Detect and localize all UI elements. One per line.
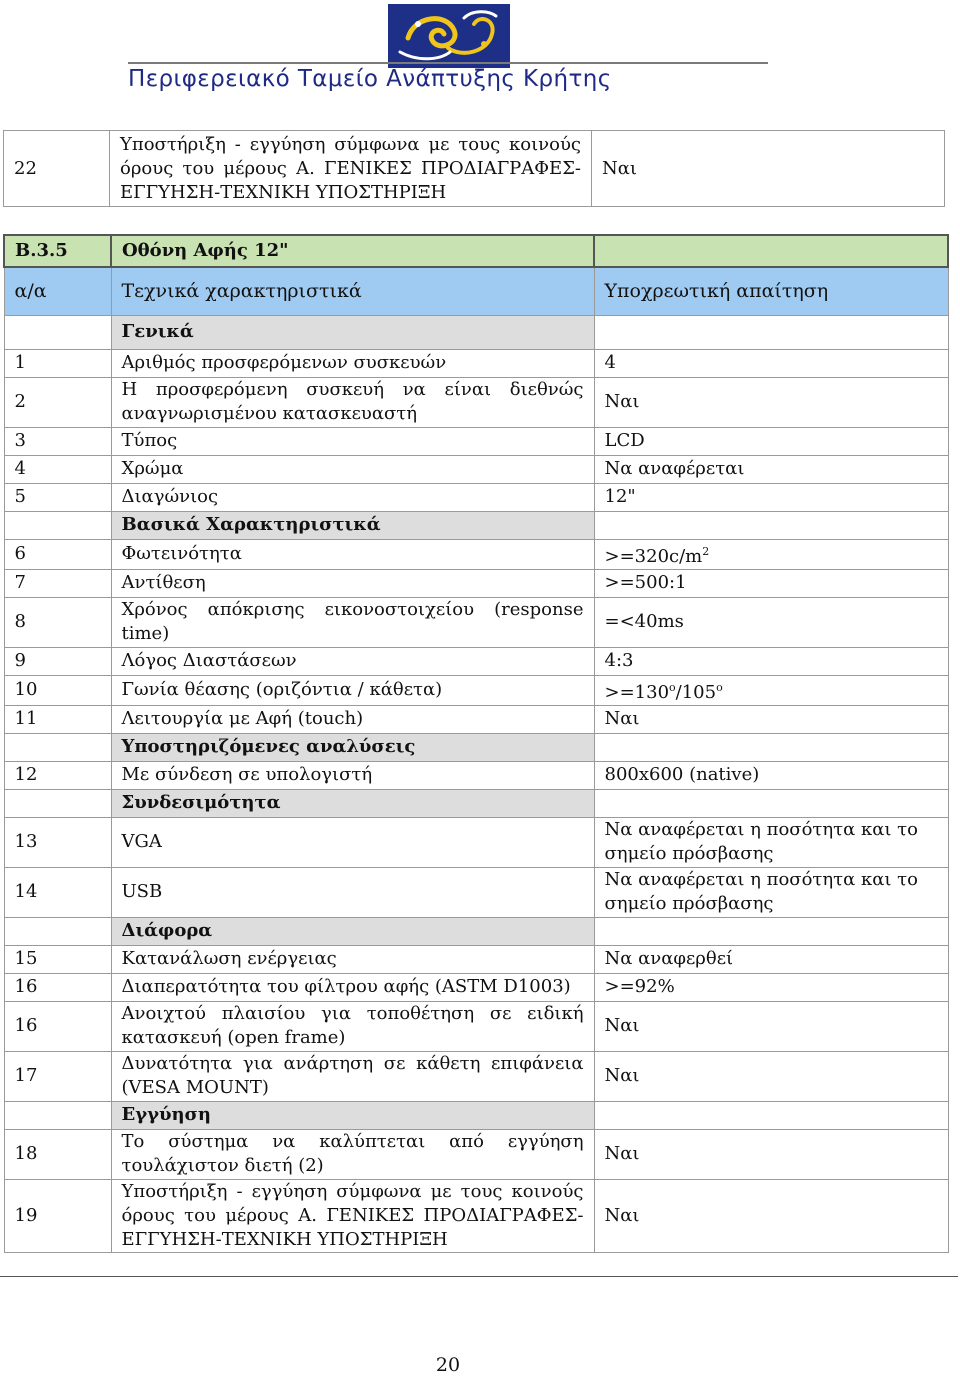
requirement-text: LCD — [604, 430, 645, 451]
section-empty-cell — [594, 1101, 948, 1129]
row-requirement — [594, 377, 948, 427]
row-requirement — [594, 705, 948, 733]
section-title: Υποστηριζόμενες αναλύσεις — [111, 733, 594, 761]
col-header-requirement: Υποχρεωτική απαίτηση — [594, 267, 948, 315]
row-description: Γωνία θέασης (οριζόντια / κάθετα) — [111, 675, 594, 705]
table-row — [4, 817, 948, 867]
requirement-text: Να αναφέρεται — [604, 458, 745, 479]
spec-table — [3, 234, 949, 1253]
section-empty-cell — [4, 917, 111, 945]
table-row — [4, 1179, 948, 1252]
requirement-text: >=130 — [604, 681, 670, 703]
section-header-row — [4, 789, 948, 817]
table-row — [4, 1129, 948, 1179]
requirement-text: 800x600 (native) — [604, 764, 760, 785]
row-number: 16 — [4, 973, 111, 1001]
requirement-text: >=500:1 — [604, 572, 687, 593]
row-description: Αριθμός προσφερόμενων συσκευών — [111, 349, 594, 377]
row-number: 19 — [4, 1179, 111, 1252]
row-number: 7 — [4, 569, 111, 597]
row-number: 9 — [4, 647, 111, 675]
section-empty-cell — [594, 917, 948, 945]
row-description: Διαπερατότητα του φίλτρου αφής (ASTM D1003) — [111, 973, 594, 1001]
table-row — [4, 131, 945, 207]
row-description: Λόγος Διαστάσεων — [111, 647, 594, 675]
section-empty-cell — [594, 789, 948, 817]
table-row — [4, 539, 948, 569]
requirement-text: Να αναφέρεται η ποσότητα και το σημείο πρόσβασης — [604, 869, 918, 914]
requirement-text: >=320c/m — [604, 545, 703, 567]
row-requirement — [594, 427, 948, 455]
section-header-row — [4, 917, 948, 945]
row-number: 16 — [4, 1001, 111, 1051]
row-description: Διαγώνιος — [111, 483, 594, 511]
section-header-row — [4, 511, 948, 539]
row-requirement — [594, 1129, 948, 1179]
section-title: Συνδεσιμότητα — [111, 789, 594, 817]
requirement-text: Ναι — [604, 1143, 640, 1164]
row-number: 18 — [4, 1129, 111, 1179]
row-number: 11 — [4, 705, 111, 733]
requirement-text: 12" — [604, 486, 636, 507]
row-requirement — [594, 1179, 948, 1252]
section-empty-cell — [4, 1101, 111, 1129]
row-description: Υποστήριξη - εγγύηση σύμφωνα με τους κοινούς όρους του μέρους Α. ΓΕΝΙΚΕΣ ΠΡΟΔΙΑΓΡΑΦΕΣ-ΕΓΓΥΗΣΗ-ΤΕΧΝΙΚΗ ΥΠΟΣΤΗΡΙΞΗ — [110, 131, 592, 207]
table-row — [4, 349, 948, 377]
requirement-text: Ναι — [604, 1204, 640, 1226]
section-title: Βασικά Χαρακτηριστικά — [111, 511, 594, 539]
row-requirement — [594, 945, 948, 973]
row-requirement — [594, 349, 948, 377]
row-number: 22 — [4, 131, 110, 207]
row-description: Χρώμα — [111, 455, 594, 483]
requirement-text: Ναι — [604, 391, 640, 412]
table-row — [4, 597, 948, 647]
table-row — [4, 761, 948, 789]
row-requirement — [594, 455, 948, 483]
footer-rule — [0, 1276, 958, 1277]
row-number: 6 — [4, 539, 111, 569]
row-description: Χρόνος απόκρισης εικονοστοιχείου (response time) — [111, 597, 594, 647]
row-number: 8 — [4, 597, 111, 647]
row-description: Τύπος — [111, 427, 594, 455]
requirement-text: >=92% — [604, 976, 675, 997]
row-description: Φωτεινότητα — [111, 539, 594, 569]
row-number: 17 — [4, 1051, 111, 1101]
row-requirement — [594, 1051, 948, 1101]
section-header-row — [4, 733, 948, 761]
document-header — [0, 0, 960, 100]
table-row — [4, 945, 948, 973]
requirement-superscript: ο — [669, 680, 676, 694]
requirement-text: Ναι — [604, 1015, 640, 1036]
row-requirement — [594, 647, 948, 675]
section-empty-cell — [4, 733, 111, 761]
table-row — [4, 483, 948, 511]
row-number: 13 — [4, 817, 111, 867]
row-requirement — [594, 761, 948, 789]
section-empty-cell — [594, 511, 948, 539]
section-empty-cell — [4, 789, 111, 817]
requirement-text: Ναι — [604, 1065, 640, 1086]
row-number: 12 — [4, 761, 111, 789]
row-requirement — [594, 867, 948, 917]
table-row — [4, 647, 948, 675]
row-number: 3 — [4, 427, 111, 455]
col-header-description: Τεχνικά χαρακτηριστικά — [111, 267, 594, 315]
row-description: Η προσφερόμενη συσκευή να είναι διεθνώς αναγνωρισμένου κατασκευαστή — [111, 377, 594, 427]
section-title: Γενικά — [111, 315, 594, 349]
row-description: Δυνατότητα για ανάρτηση σε κάθετη επιφάνεια (VESA MOUNT) — [111, 1051, 594, 1101]
row-requirement — [594, 539, 948, 569]
spec-code: Β.3.5 — [4, 235, 111, 267]
previous-spec-table — [3, 130, 945, 207]
spec-title-empty — [594, 235, 948, 267]
row-number: 4 — [4, 455, 111, 483]
row-number: 5 — [4, 483, 111, 511]
row-requirement — [594, 483, 948, 511]
row-description: Υποστήριξη - εγγύηση σύμφωνα με τους κοινούς όρους του μέρους Α. ΓΕΝΙΚΕΣ ΠΡΟΔΙΑΓΡΑΦΕΣ-ΕΓΓΥΗΣΗ-ΤΕΧΝΙΚΗ ΥΠΟΣΤΗΡΙΞΗ — [111, 1179, 594, 1252]
row-description: Λειτουργία με Αφή (touch) — [111, 705, 594, 733]
table-row — [4, 675, 948, 705]
row-description: VGA — [111, 817, 594, 867]
section-header-row — [4, 1101, 948, 1129]
section-empty-cell — [594, 733, 948, 761]
requirement-text-2: /105 — [675, 681, 717, 703]
section-empty-cell — [594, 315, 948, 349]
row-requirement — [594, 569, 948, 597]
page-number: 20 — [435, 1354, 461, 1376]
table-row — [4, 973, 948, 1001]
requirement-text: Να αναφερθεί — [604, 948, 734, 969]
row-number: 15 — [4, 945, 111, 973]
row-requirement — [594, 1001, 948, 1051]
row-number: 2 — [4, 377, 111, 427]
requirement-superscript: 2 — [702, 544, 710, 558]
requirement-text: 4:3 — [604, 650, 634, 671]
row-description: Αντίθεση — [111, 569, 594, 597]
organization-name: Περιφερειακό Ταμείο Ανάπτυξης Κρήτης — [128, 66, 612, 92]
row-requirement — [594, 675, 948, 705]
row-number: 14 — [4, 867, 111, 917]
requirement-superscript-2: ο — [716, 680, 723, 694]
table-row — [4, 427, 948, 455]
table-row — [4, 569, 948, 597]
row-requirement: Ναι — [592, 131, 945, 207]
ptak-logo-icon — [388, 4, 510, 68]
section-header-row — [4, 315, 948, 349]
requirement-text: Να αναφέρεται η ποσότητα και το σημείο πρόσβασης — [604, 819, 918, 864]
spec-rows — [4, 315, 948, 1252]
table-row — [4, 455, 948, 483]
row-requirement — [594, 817, 948, 867]
row-requirement — [594, 973, 948, 1001]
requirement-text: Ναι — [604, 708, 640, 729]
col-header-number: α/α — [4, 267, 111, 315]
requirement-text: 4 — [604, 352, 616, 373]
section-title: Εγγύηση — [111, 1101, 594, 1129]
spec-title-row — [4, 235, 948, 267]
section-title: Διάφορα — [111, 917, 594, 945]
row-description: Με σύνδεση σε υπολογιστή — [111, 761, 594, 789]
section-empty-cell — [4, 315, 111, 349]
table-row — [4, 705, 948, 733]
row-description: USB — [111, 867, 594, 917]
row-description: Ανοιχτού πλαισίου για τοποθέτηση σε ειδική κατασκευή (open frame) — [111, 1001, 594, 1051]
table-row — [4, 377, 948, 427]
requirement-text: =<40ms — [604, 611, 684, 632]
table-row — [4, 1051, 948, 1101]
section-empty-cell — [4, 511, 111, 539]
header-rule — [128, 62, 768, 64]
row-requirement — [594, 597, 948, 647]
table-row — [4, 867, 948, 917]
row-description: Το σύστημα να καλύπτεται από εγγύηση τουλάχιστον διετή (2) — [111, 1129, 594, 1179]
row-number: 1 — [4, 349, 111, 377]
spec-title: Οθόνη Αφής 12" — [111, 235, 594, 267]
row-number: 10 — [4, 675, 111, 705]
column-header-row — [4, 267, 948, 315]
row-description: Κατανάλωση ενέργειας — [111, 945, 594, 973]
table-row — [4, 1001, 948, 1051]
